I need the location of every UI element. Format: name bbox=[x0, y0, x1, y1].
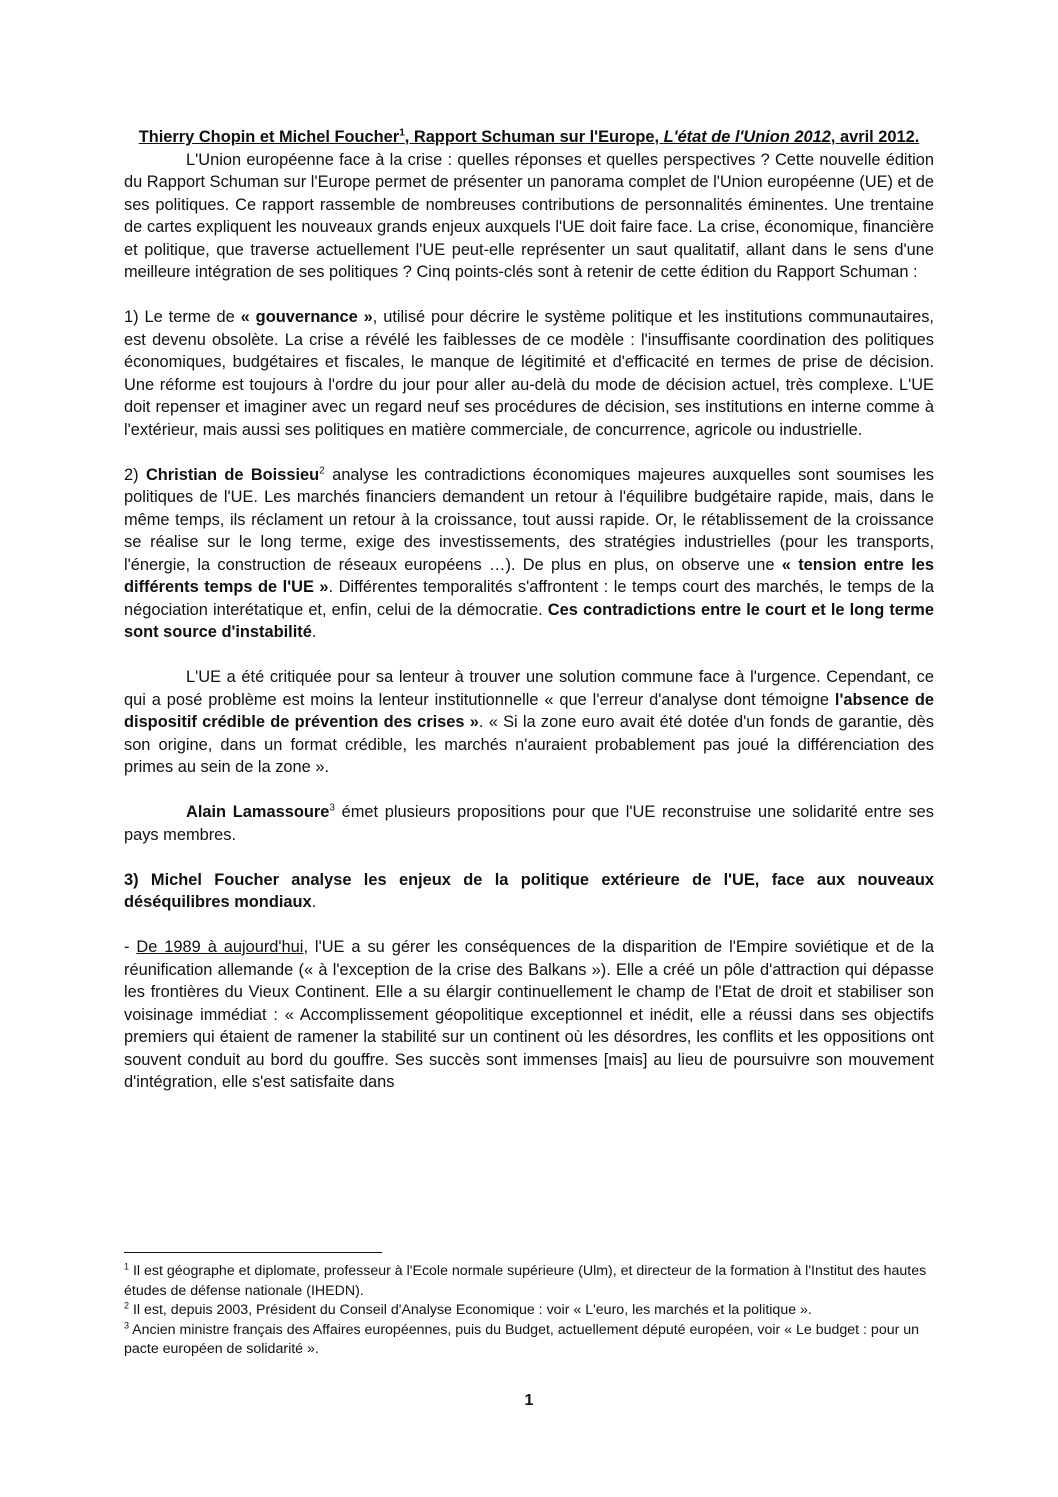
crisis-paragraph: L'UE a été critiquée pour sa lenteur à trouver une solution commune face à l'urgence. Cependant, ce qui a posé problème est moins la lenteur institutionnelle « que l'erreur d'analyse dont témoigne l'absence de dispositif crédible de prévention des crises ». « Si la zone euro avait été dotée d'un fonds de garantie, dès son origine, dans un format crédible, les marchés n'auraient probablement pas joué la différenciation des primes au sein de la zone ». bbox=[124, 668, 934, 776]
point-3-heading: 3) Michel Foucher analyse les enjeux de la politique extérieure de l'UE, face aux nouveaux déséquilibres mondiaux. bbox=[124, 870, 934, 911]
footnote-3: $^3$ Ancien ministre français des Affaires européennes, puis du Budget, actuellement député européen, voir « Le budget : pour un pacte européen de solidarité ». bbox=[124, 1319, 920, 1357]
document-title: Thierry Chopin et Michel Foucher$^1$, Rapport Schuman sur l'Europe, L'état de l'Union 2012, avril 2012. bbox=[138, 127, 920, 146]
history-paragraph: - De 1989 à aujourd'hui, l'UE a su gérer les conséquences de la disparition de l'Empire soviétique et de la réunification allemande (« à l'exception de la crise des Balkans »). Elle a créé un pôle d'attraction qui dépasse les frontières du Vieux Continent. Elle a su élargir continuellement le champ de l'Etat de droit et stabiliser son voisinage immédiat : « Accomplissement géopolitique exceptionnel et inédit, elle a réussi dans ses objectifs premiers qui étaient de ramener la stabilité sur un continent où les désordres, les conflits et les oppositions ont souvent conduit au bord du gouffre. Ses succès sont immenses [mais] au lieu de poursuivre son mouvement d'intégration, elle s'est satisfaite dans bbox=[124, 938, 935, 1091]
footnote-1: $^1$ Il est géographe et diplomate, professeur à l'Ecole normale supérieure (Ulm), et directeur de la formation à l'Institut des hautes études de défense nationale (IHEDN). bbox=[124, 1261, 927, 1299]
lamassoure-paragraph: Alain Lamassoure$^3$ émet plusieurs propositions pour que l'UE reconstruise une solidarité entre ses pays membres. bbox=[124, 802, 934, 844]
point-1-paragraph: 1) Le terme de « gouvernance », utilisé pour décrire le système politique et les institutions communautaires, est devenu obsolète. La crise a révélé les faiblesses de ce modèle : l'insuffisante coordination des politiques économiques, budgétaires et fiscales, le manque de légitimité et d'efficacité en termes de prise de décision. Une réforme est toujours à l'ordre du jour pour aller au-delà du mode de décision actuel, très complexe. L'UE doit repenser et imaginer avec un regard neuf ses procédures de décision, ses institutions en interne comme à l'extérieur, mais aussi ses politiques en matière commerciale, de concurrence, agricole ou industrielle. bbox=[124, 308, 934, 439]
footnote-ref: 2 bbox=[319, 465, 325, 477]
page-number: 1 bbox=[524, 1392, 534, 1409]
footnote-ref: 3 bbox=[329, 802, 335, 814]
intro-paragraph: L'Union européenne face à la crise : quelles réponses et quelles perspectives ? Cette nouvelle édition du Rapport Schuman sur l'Europe permet de présenter un panorama complet de l'Union européenne (UE) et de ses politiques. Ce rapport rassemble de nombreuses contributions de personnalités éminentes. Une trentaine de cartes expliquent les nouveaux grands enjeux auxquels l'UE doit faire face. La crise, économique, financière et politique, que traverse actuellement l'UE peut-elle représenter un saut qualitatif, allant dans le sens d'une meilleure intégration de ses politiques ? Cinq points-clés sont à retenir de cette édition du Rapport Schuman : bbox=[124, 150, 934, 281]
footnote-separator bbox=[124, 1252, 382, 1253]
footnote-ref: 1 bbox=[399, 127, 405, 139]
footnotes bbox=[124, 1262, 934, 1360]
footnote-2: $^2$ Il est, depuis 2003, Président du Conseil d'Analyse Economique : voir « L'euro, les marchés et la politique ». bbox=[124, 1300, 812, 1318]
point-2-paragraph: 2) Christian de Boissieu$^2$ analyse les contradictions économiques majeures auxquelles sont soumises les politiques de l'UE. Les marchés financiers demandent un retour à l'équilibre budgétaire rapide, mais, dans le même temps, ils réclament un retour à la croissance, tout aussi rapide. Or, le rétablissement de la croissance se réalise sur le long terme, exige des investissements, des stratégies industrielles (pour les transports, l'énergie, la construction de réseaux européens …). De plus en plus, on observe une « tension entre les différents temps de l'UE ». Différentes temporalités s'affrontent : le temps court des marchés, le temps de la négociation interétatique et, enfin, celui de la démocratie. Ces contradictions entre le court et le long terme sont source d'instabilité. bbox=[124, 465, 934, 641]
document-body bbox=[124, 126, 934, 1094]
